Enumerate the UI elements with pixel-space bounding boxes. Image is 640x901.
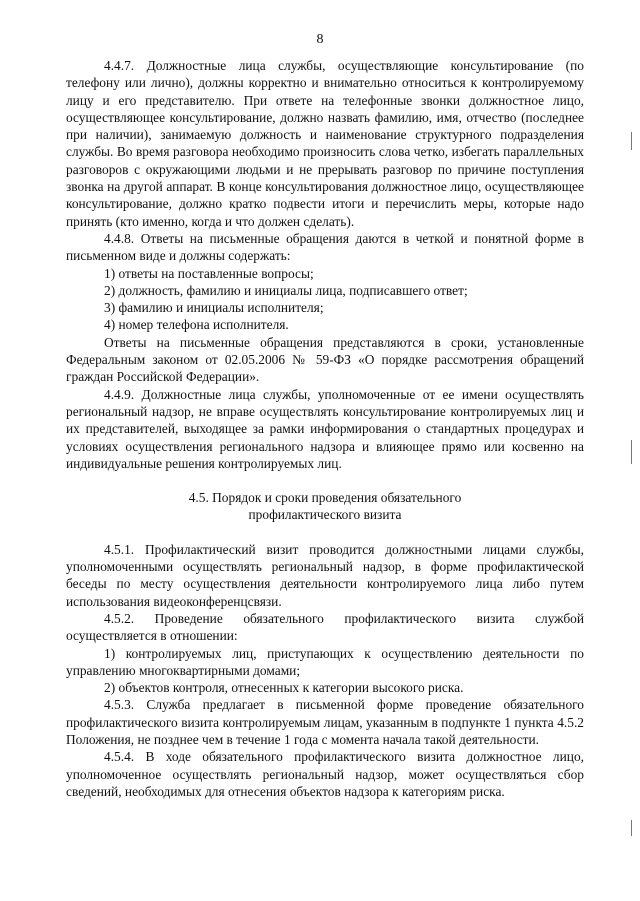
list-item: 4) номер телефона исполнителя. [104, 317, 289, 333]
paragraph-answers: Ответы на письменные обращения представляются в сроки, установленные Федеральным законом от 02.05.2006 № 59-ФЗ «О порядке рассмотрения обращений граждан Российской Федерации». [66, 334, 584, 385]
paragraph-4-4-7: 4.4.7. Должностные лица службы, осуществляющие консультирование (по телефону или лично), должны корректно и внимательно относиться к контролируемому лицу и его представителю. При ответе на телефонные звонки должностное лицо, осуществляющее консультирование, должно назвать фамилию, имя, отчество (последнее при наличии), занимаемую должность и наименование структурного подразделения службы. Во время разговора необходимо произносить слова четко, избегать параллельных разговоров с окружающими людьми и не прерывать разговор по причине поступления звонка на другой аппарат. В конце консультирования должностное лицо, осуществляющее консультирование, должно кратко подвести итоги и перечислить меры, которые надо принять (кто именно, когда и что должен сделать). [66, 58, 584, 229]
scan-edge-mark [631, 820, 632, 836]
paragraph-4-5-2: 4.5.2. Проведение обязательного профилактического визита службой осуществляется в отношении: [66, 610, 584, 644]
list-item: 2) должность, фамилию и инициалы лица, подписавшего ответ; [104, 282, 468, 298]
section-title-line-1: 4.5. Порядок и сроки проведения обязательного [188, 490, 462, 506]
list-item: 1) ответы на поставленные вопросы; [104, 265, 314, 281]
list-item: 3) фамилию и инициалы исполнителя; [104, 300, 324, 316]
scan-edge-mark [631, 132, 632, 150]
section-title [66, 489, 584, 524]
document-body [66, 57, 584, 800]
paragraph-4-5-4: 4.5.4. В ходе обязательного профилактического визита должностное лицо, уполномоченное осуществлять региональный надзор, может осуществляться сбор сведений, необходимых для отнесения объектов надзора к категориям риска. [66, 749, 584, 799]
list-item: 2) объектов контроля, отнесенных к категории высокого риска. [104, 680, 464, 696]
scan-edge-mark [631, 440, 632, 464]
section-title-line-2: профилактического визита [248, 507, 402, 523]
paragraph-4-4-8: 4.4.8. Ответы на письменные обращения даются в четкой и понятной форме в письменном виде и должны содержать: [66, 230, 584, 264]
paragraph-4-5-3: 4.5.3. Служба предлагает в письменной форме проведение обязательного профилактического визита контролируемым лицам, указанным в подпункте 1 пункта 4.5.2 Положения, не позднее чем в течение 1 года с момента начала такой деятельности. [66, 697, 584, 747]
paragraph-4-4-9: 4.4.9. Должностные лица службы, уполномоченные от ее имени осуществлять региональный надзор, не вправе осуществлять консультирование контролируемых лиц и их представителей, выходящее за рамки информирования о стандартных процедурах и условиях осуществления регионального надзора и влияющее прямо или косвенно на индивидуальные решения контролируемых лиц. [66, 386, 584, 471]
list-item: 1) контролируемых лиц, приступающих к осуществлению деятельности по управлению многоквартирными домами; [66, 645, 584, 678]
paragraph-4-5-1: 4.5.1. Профилактический визит проводится должностными лицами службы, уполномоченными осуществлять региональный надзор, в форме профилактической беседы по месту осуществления деятельности контролируемого лица либо путем использования видеоконференцсвязи. [66, 541, 584, 609]
page-number: 8 [316, 32, 324, 47]
